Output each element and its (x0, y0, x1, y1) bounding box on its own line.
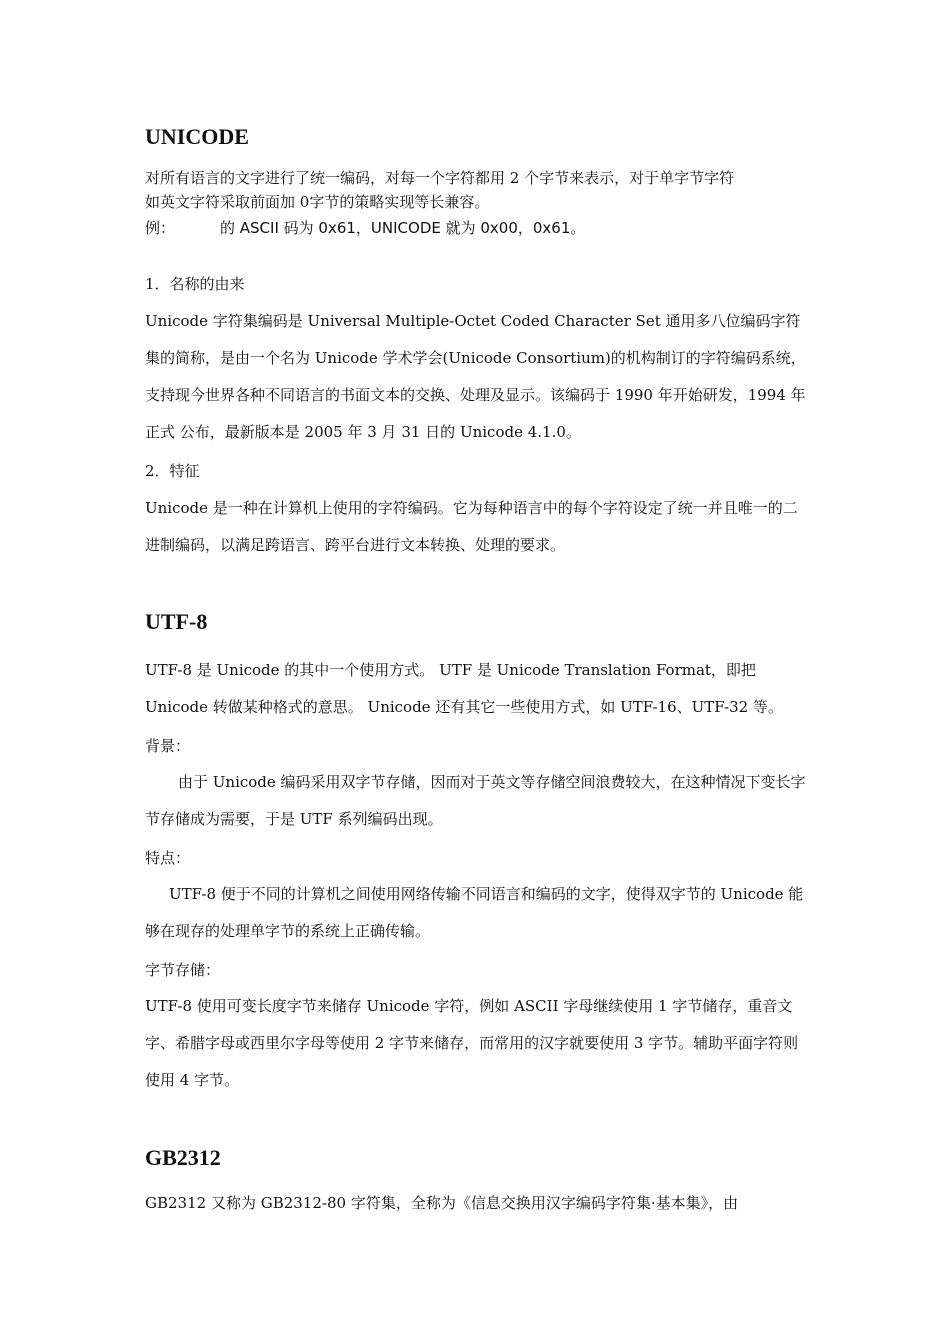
unicode-feature-body: Unicode 是一种在计算机上使用的字符编码。它为每种语言中的每个字符设定了统一并且唯一的二进制编码，以满足跨语言、跨平台进行文本转换、处理的要求。 (145, 499, 798, 554)
utf8-intro: UTF-8 是 Unicode 的其中一个使用方式。 UTF 是 Unicode Translation Format，即把 Unicode 转做某种格式的意思。 Unicode 还有其它一些使用方式，如 UTF-16、UTF-32 等。 (145, 661, 783, 716)
section-title-unicode: UNICODE (145, 124, 249, 149)
section-title-gb2312: GB2312 (145, 1145, 221, 1170)
utf8-features-body: UTF-8 便于不同的计算机之间使用网络传输不同语言和编码的文字，使得双字节的 Unicode 能够在现存的处理单字节的系统上正确传输。 (145, 885, 804, 940)
unicode-origin-heading: 1．名称的由来 (145, 275, 245, 293)
section-title-utf8: UTF-8 (145, 609, 208, 634)
utf8-storage-body: UTF-8 使用可变长度字节来储存 Unicode 字符，例如 ASCII 字母继续使用 1 字节储存，重音文字、希腊字母或西里尔字母等使用 2 字节来储存，而常用的汉字就要使用 3 字节。辅助平面字符则使用 4 字节。 (145, 997, 799, 1089)
utf8-storage-label: 字节存储： (145, 961, 221, 979)
unicode-example (145, 217, 810, 239)
unicode-intro-line1: 对所有语言的文字进行了统一编码，对每一个字符都用 2 个字节来表示，对于单字节字符 (145, 169, 735, 187)
utf8-background-label: 背景： (145, 737, 191, 755)
utf8-background-body: 由于 Unicode 编码采用双字节存储，因而对于英文等存储空间浪费较大，在这种情况下变长字节存储成为需要，于是 UTF 系列编码出现。 (145, 773, 806, 828)
example-text: 的 ASCII 码为 0x61，UNICODE 就为 0x00，0x61。 (220, 219, 586, 237)
unicode-feature-heading: 2．特征 (145, 462, 200, 480)
gb2312-intro: GB2312 又称为 GB2312-80 字符集，全称为《信息交换用汉字编码字符集·基本集》，由 (145, 1194, 739, 1212)
unicode-intro-line2: 如英文字符采取前面加 0字节的策略实现等长兼容。 (145, 193, 490, 211)
example-label: 例： (145, 219, 176, 237)
utf8-features-label: 特点： (145, 849, 191, 867)
unicode-origin-body: Unicode 字符集编码是 Universal Multiple-Octet Coded Character Set 通用多八位编码字符集的简称，是由一个名为 Unicode 学术学会(Unicode Consortium)的机构制订的字符编码系统，支持现今世界各种不同语言的书面文本的交换、处理及显示。该编码于 1990 年开始研发，1994 年正式 公布，最新版本是 2005 年 3 月 31 日的 Unicode 4.1.0。 (145, 312, 806, 441)
